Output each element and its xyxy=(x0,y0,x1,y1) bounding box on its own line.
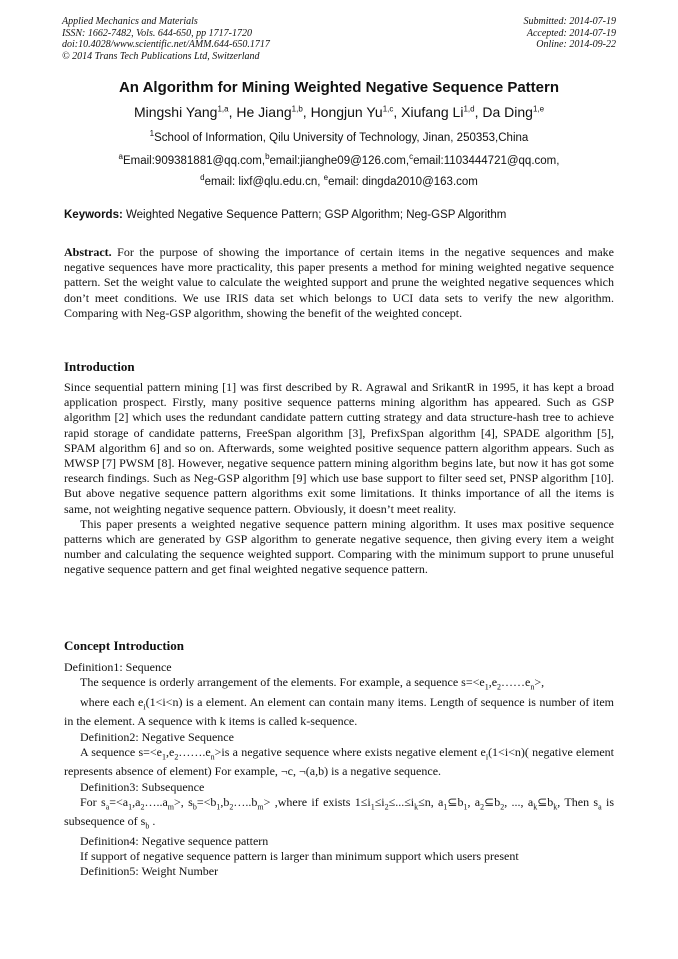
author-name: Da Ding xyxy=(482,104,533,120)
author-name: Xiufang Li xyxy=(401,104,464,120)
submitted-date: Submitted: 2014-07-19 xyxy=(523,16,616,27)
author-list: Mingshi Yang$^{1,a}$, He Jiang$^{1,b}$, Hongjun Yu$^{1,c}$, Xiufang Li$^{1,d}$, Da Ding$^{1,e}$ xyxy=(133,104,545,120)
definition-4-text: If support of negative sequence pattern is larger than minimum support which users present xyxy=(80,849,519,864)
journal-name: Applied Mechanics and Materials xyxy=(62,16,198,27)
definition-1-title: Definition1: Sequence xyxy=(64,660,172,674)
author-name: Hongjun Yu xyxy=(310,104,383,120)
author-name: Mingshi Yang xyxy=(133,104,218,120)
intro-paragraph-2: This paper presents a weighted negative sequence pattern mining algorithm. It uses max positive sequence patterns which are generated by GSP algorithm to generate negative sequence, then giving every item a weight number and calculating the sequence weighted support. Comparing with the minimum support to prune unuseful negative sequence pattern and get final weighted negative sequence pattern. xyxy=(64,516,614,577)
author-sup: 1,d xyxy=(463,104,475,114)
author-sup: 1,e xyxy=(532,104,545,114)
author-sup: 1,c xyxy=(382,104,394,114)
section-heading-introduction: Introduction xyxy=(64,359,135,374)
introduction-body xyxy=(64,380,614,578)
affiliation: $^1$School of Information, Qilu University of Technology, Jinan, 250353,China xyxy=(149,129,529,144)
keywords-text: Weighted Negative Sequence Pattern; GSP Algorithm; Neg-GSP Algorithm xyxy=(122,209,507,221)
email: email: lixf@qlu.edu.cn, xyxy=(204,175,321,188)
author-name: He Jiang xyxy=(236,104,292,120)
accepted-date: Accepted: 2014-07-19 xyxy=(526,27,616,39)
email: email:1103444721@qq.com, xyxy=(413,154,560,167)
dates-header xyxy=(524,16,617,51)
keywords xyxy=(64,209,506,221)
intro-paragraph-1: Since sequential pattern mining [1] was first described by R. Agrawal and SrikantR in 1995, it has kept a broad application prospect. Firstly, many positive sequence patterns mining algorithm has appeared. Such as GSP algorithm [2] which uses the redundant candidate pattern cutting strategy and data structure-hash tree to achieve rapid storage of candidate patterns, FreeSpan algorithm [3], PrefixSpan algorithm [4], SPADE algorithm [5], SPAM algorithm 6] and so on. Afterwards, some weighted positive sequence pattern algorithm appears. Such as MWSP [7] PWSM [8]. However, negative sequence pattern mining algorithm begins late, but now it has got some research findings. Such as Neg-GSP algorithm [9] which use base support to filter seed set, PNSP algorithm [10]. But above negative sequence pattern algorithms exit some limitations. It thinks importance of all the items is same, not weighting negative sequence pattern. Obviously, it doesn’t meet reality. xyxy=(64,380,614,516)
email: email: dingda2010@163.com xyxy=(328,175,478,188)
keywords-label: Keywords: xyxy=(64,209,123,221)
section-heading-concept: Concept Introduction xyxy=(64,638,185,653)
definition-3-text: For $s_a=<a_1,a_2\dots..a_m>$, $s_b=<b_1,b_2\dots..b_m>$ ,where if exists $1\le i_1\le i_2\le...\le i_k\le n$, $a_1⊆b_1$, $a_2⊆b_2$, ..., $a_k⊆b_k$, Then $s_a$ is subsequence of $s_b$ . xyxy=(64,794,615,831)
definition-5-title: Definition5: Weight Number xyxy=(80,864,219,879)
abstract-label: Abstract. xyxy=(64,245,112,259)
email-line-1: $^a$Email:909381881@qq.com,$^b$email:jianghe09@126.com,$^c$email:1103444721@qq.com, xyxy=(118,152,560,167)
email: email:jianghe09@126.com, xyxy=(269,154,410,167)
definition-2-text: A sequence $s=<e_1,e_2\dots\dots.e_n>is$ a negative sequence where exists negative element $e_i(1<i<n)$( negative element represents absence of element) For example, ¬c, ¬(a,b) is a negative sequence. xyxy=(64,744,615,779)
online-date: Online: 2014-09-22 xyxy=(536,39,616,50)
definition-3-title: Definition3: Subsequence xyxy=(80,779,205,794)
definition-2-title: Definition2: Negative Sequence xyxy=(80,729,234,744)
email-line-2: $^d$email: lixf@qlu.edu.cn, $^e$email: dingda2010@163.com xyxy=(200,173,478,188)
journal-copyright: © 2014 Trans Tech Publications Ltd, Switzerland xyxy=(62,50,260,62)
definition-4-title: Definition4: Negative sequence pattern xyxy=(80,833,269,848)
abstract xyxy=(64,245,614,321)
author-sup: 1,b xyxy=(291,104,303,114)
definition-1-text: The sequence is orderly arrangement of the elements. For example, a sequence $s=<e_1,e_2\dots\dots e_n>$, xyxy=(80,675,545,692)
paper-title: An Algorithm for Mining Weighted Negative Sequence Pattern xyxy=(118,79,560,96)
concept-body xyxy=(64,660,614,880)
journal-doi: doi:10.4028/www.scientific.net/AMM.644-650.1717 xyxy=(62,39,270,50)
journal-issn: ISSN: 1662-7482, Vols. 644-650, pp 1717-1720 xyxy=(62,27,252,39)
definition-1-text-cont: where each $e_i(1<i<n)$ is a element. An element can contain many items. Length of sequence is number of item in the element. A sequence with k items is called k-sequence. xyxy=(64,694,615,729)
journal-header xyxy=(62,16,270,62)
abstract-text: For the purpose of showing the importance of certain items in the negative sequences and make negative sequences have more practicality, this paper presents a method for mining weighted negative sequence pattern. Set the weight value to calculate the weighted support and prune the weighted negative sequences which don’t meet conditions. We use IRIS data set which belongs to UCI data sets to verify the new algorithm. Comparing with Neg-GSP algorithm, showing the benefit of the weighted concept. xyxy=(64,245,614,320)
author-sup: 1,a xyxy=(217,104,229,114)
email: Email:909381881@qq.com, xyxy=(122,154,266,167)
